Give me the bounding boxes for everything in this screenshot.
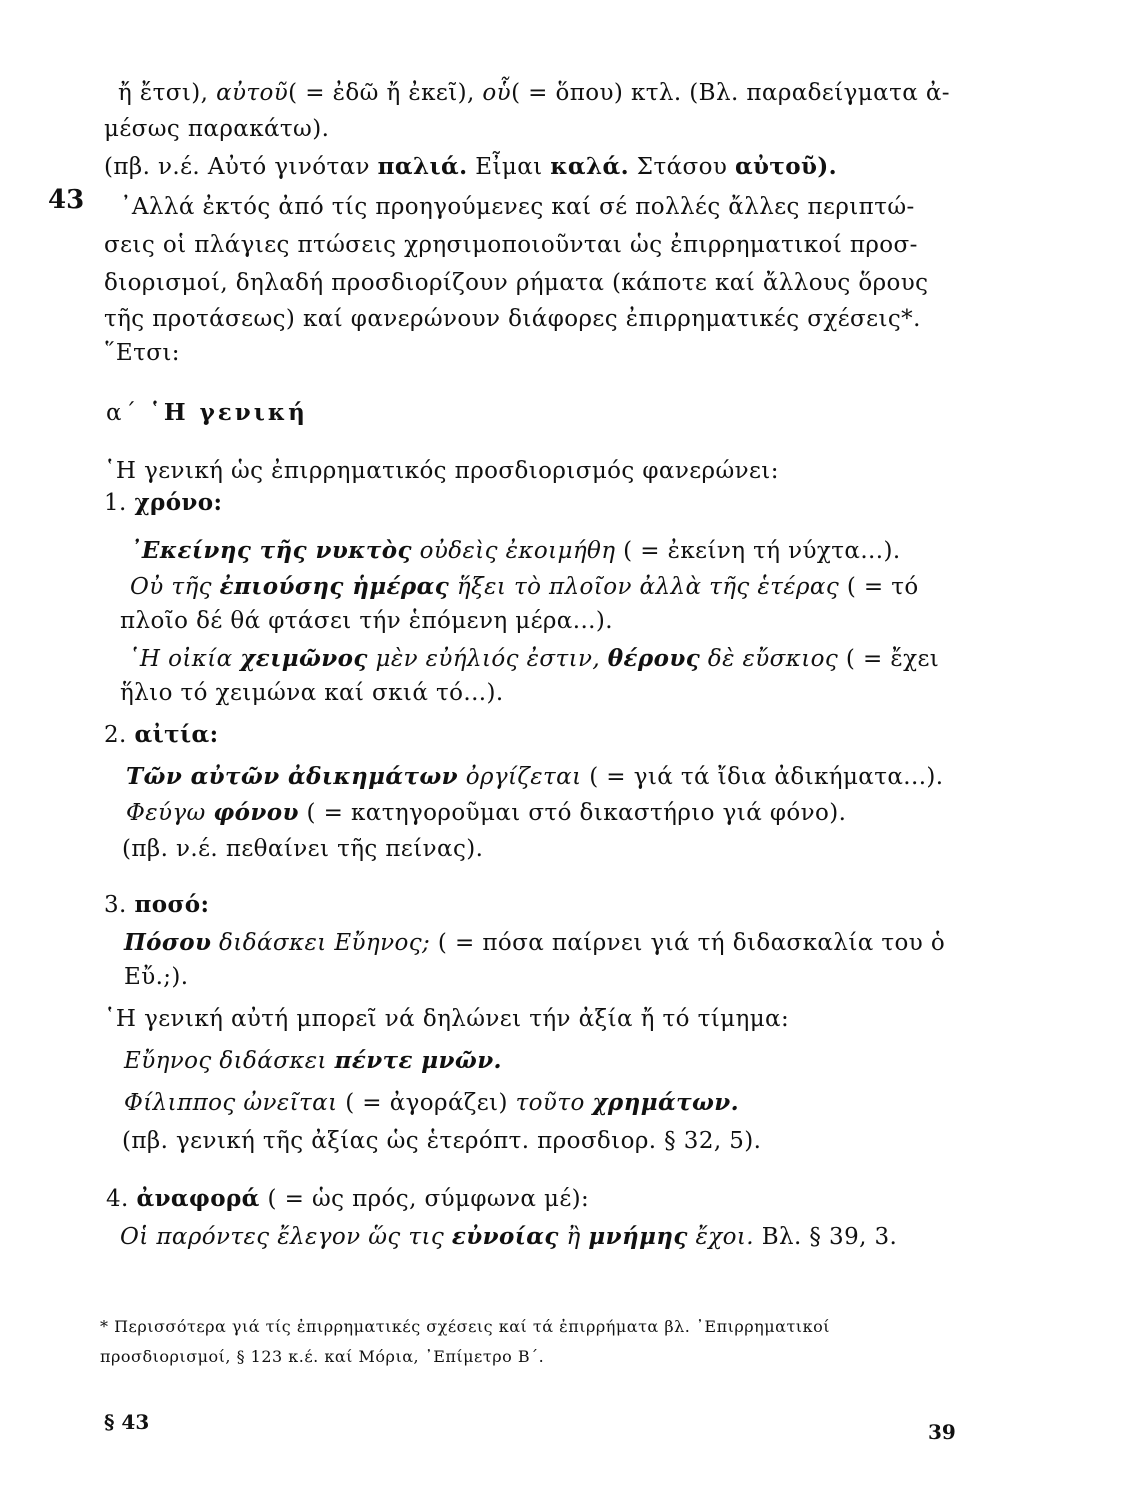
genitive-intro: ῾Η γενική ὡς ἐπιρρηματικός προσδιορισμός φανερώνει: <box>104 458 779 484</box>
paragraph-line: τῆς προτάσεως) καί φανερώνουν διάφορες ἐπιρρηματικές σχέσεις*. <box>104 306 921 332</box>
footnote-line-2: προσδιορισμοί, § 123 κ.έ. καί Μόρια, ᾿Επίμετρο Β΄. <box>100 1347 545 1366</box>
example: Φίλιππος ὠνεῖται ( = ἀγοράζει) τοῦτο χρημάτων. <box>124 1089 740 1116</box>
section-reference: § 43 <box>104 1410 150 1434</box>
example: Φεύγω φόνου ( = κατηγοροῦμαι στό δικαστήριο γιά φόνο). <box>126 799 847 826</box>
paragraph-line: ᾿Αλλά ἐκτός ἀπό τίς προηγούμενες καί σέ πολλές ἄλλες περιπτώ- <box>120 194 915 220</box>
margin-section-number: 43 <box>48 185 85 215</box>
note-line: ῾Η γενική αὐτή μπορεῖ νά δηλώνει τήν ἀξία ἤ τό τίμημα: <box>104 1006 790 1032</box>
page-number: 39 <box>928 1420 956 1444</box>
list-item-3-label: 3. ποσό: <box>104 891 210 918</box>
paragraph-line: ῞Ετσι: <box>104 340 180 366</box>
subheading: α΄ ῾Η γενική <box>106 399 308 426</box>
example-continuation: πλοῖο δέ θά φτάσει τήν ἑπόμενη μέρα...). <box>120 608 613 634</box>
example: ᾿Εκείνης τῆς νυκτὸς οὐδεὶς ἐκοιμήθη ( = ἐκείνη τή νύχτα...). <box>130 537 901 564</box>
comparison-note: (πβ. γενική τῆς ἀξίας ὡς ἑτερόπτ. προσδιορ. § 32, 5). <box>122 1128 762 1154</box>
intro-line-3: (πβ. ν.έ. Αὐτό γινόταν παλιά. Εἶμαι καλά. Στάσου αὐτοῦ). <box>104 153 838 180</box>
list-item-1-label: 1. χρόνο: <box>104 489 223 516</box>
list-item-2-label: 2. αἰτία: <box>104 721 219 748</box>
footnote-line-1: * Περισσότερα γιά τίς ἐπιρρηματικές σχέσεις καί τά ἐπιρρήματα βλ. ᾿Επιρρηματικοί <box>100 1317 830 1336</box>
example-continuation: ἥλιο τό χειμώνα καί σκιά τό...). <box>120 680 504 706</box>
example: Εὔηνος διδάσκει πέντε μνῶν. <box>124 1047 502 1074</box>
list-item-4-label: 4. ἀναφορά ( = ὡς πρός, σύμφωνα μέ): <box>106 1185 590 1212</box>
example: Οἱ παρόντες ἔλεγον ὥς τις εὐνοίας ἢ μνήμης ἔχοι. Βλ. § 39, 3. <box>120 1223 898 1250</box>
example: ῾Η οἰκία χειμῶνος μὲν εὐήλιός ἐστιν, θέρους δὲ εὔσκιος ( = ἔχει <box>128 645 940 672</box>
example: Τῶν αὐτῶν ἀδικημάτων ὀργίζεται ( = γιά τά ἴδια ἀδικήματα...). <box>126 763 944 790</box>
paragraph-line: διορισμοί, δηλαδή προσδιορίζουν ρήματα (κάποτε καί ἄλλους ὅρους <box>104 270 929 296</box>
example: Οὐ τῆς ἐπιούσης ἡμέρας ἥξει τὸ πλοῖον ἀλλὰ τῆς ἑτέρας ( = τό <box>130 573 919 600</box>
intro-line-2: μέσως παρακάτω). <box>104 116 330 142</box>
intro-line-1: ἤ ἔτσι), αὐτοῦ( = ἐδῶ ἤ ἐκεῖ), οὗ( = ὅπου) κτλ. (Βλ. παραδείγματα ἀ- <box>118 80 950 106</box>
paragraph-line: σεις οἱ πλάγιες πτώσεις χρησιμοποιοῦνται ὡς ἐπιρρηματικοί προσ- <box>104 232 918 258</box>
comparison-note: (πβ. ν.έ. πεθαίνει τῆς πείνας). <box>122 836 484 862</box>
example: Πόσου διδάσκει Εὔηνος; ( = πόσα παίρνει γιά τή διδασκαλία του ὁ <box>124 929 946 956</box>
example-continuation: Εὔ.;). <box>124 964 189 990</box>
